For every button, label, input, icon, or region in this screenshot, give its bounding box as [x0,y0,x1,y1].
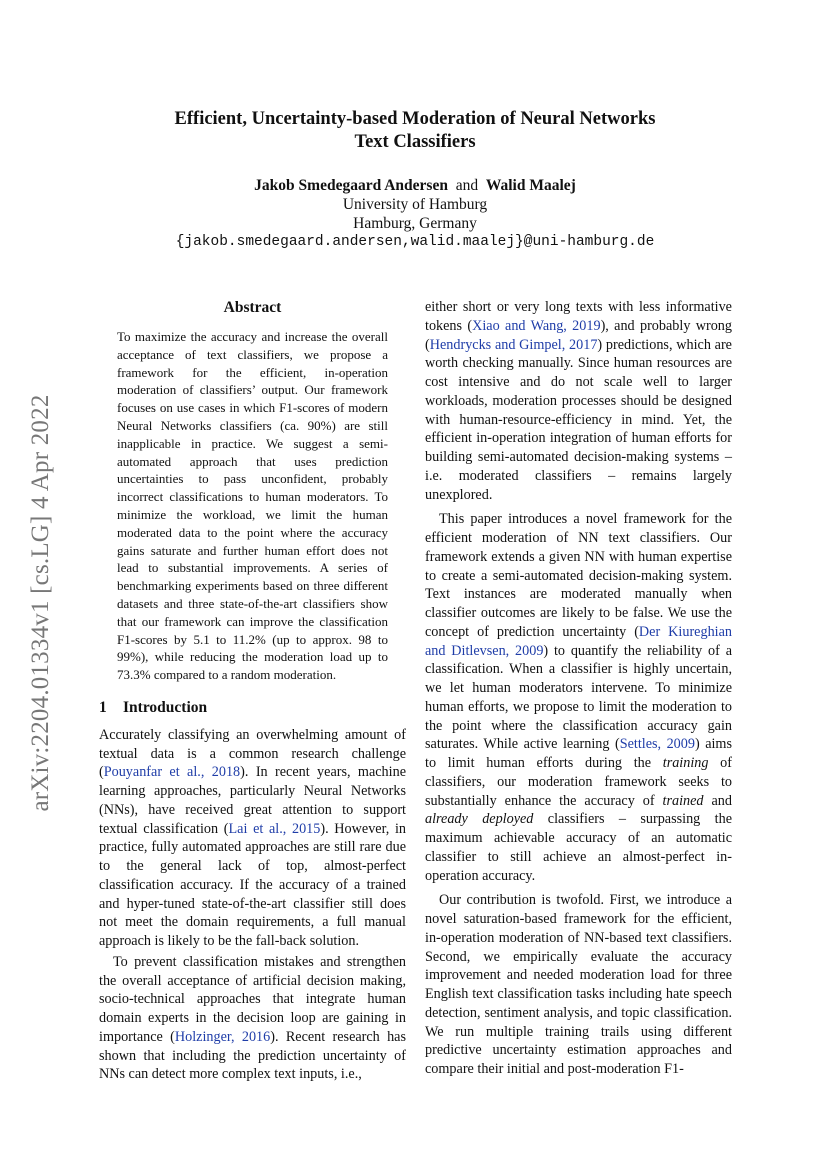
intro-paragraph-1 [99,726,406,951]
emphasis: already deployed [425,811,534,828]
text-run: ). However, in practice, fully automated approaches are still rare due to the general lack of top, almost-perfect classification accuracy. If the accuracy of a trained and hyper-tuned state-of-the-art classifier still does not meet the domain requirements, a full manual approach is likely to be the fall-back solution. [99,820,406,950]
left-column [99,298,406,1084]
author-1: Jakob Smedegaard Andersen [254,177,448,194]
abstract-text: To maximize the accuracy and increase the overall acceptance of text classifiers, we propose a framework for the efficient, in-operation moderation of classifiers’ output. Our framework focuses on use cases in which F1-scores of modern Neural Networks classifiers (ca. 90%) are still inapplicable in practice. We suggest a semi-automated approach that uses prediction uncertainties to pass unconfident, probably incorrect classifications to human moderators. To minimize the workload, we limit the human moderated data to the point where the accuracy gains saturate and further human effort does not lead to substantial improvements. A series of benchmarking experiments based on three different datasets and three state-of-the-art classifiers show that our framework can improve the classification F1-scores by 5.1 to 11.2% (up to approx. 98 to 99%), while reducing the moderation load up to 73.3% compared to a random moderation. [117,329,388,683]
intro-paragraph-3 [425,510,732,885]
text-run: ) to quantify the reliability of a classification. When a classifier is highly uncertain, we let human moderators intervene. To minimize human efforts, we propose to limit the moderation to the point where the classification accuracy gain saturates. While active learning ( [425,642,732,753]
text-run: ) predictions, which are worth checking manually. Since human resources are cost intensive and do not scale well to larger workloads, moderation processes should be designed with human-resource-efficiency in mind. Yet, the efficient in-operation integration of human efforts for building semi-automated decision-making systems – i.e. moderated classifiers – remains largely unexplored. [425,336,732,503]
text-run: ), and probably wrong ( [425,317,732,353]
citation-link[interactable]: Settles, 2009 [619,736,695,753]
author-names [100,176,730,195]
emphasis: training [662,755,709,771]
location: Hamburg, Germany [353,215,477,232]
citation-link[interactable]: Pouyanfar et al., 2018 [103,764,241,781]
text-run: To prevent classification mistakes and strengthen the overall acceptance of artificial decision making, socio-technical approaches that integrate human domain experts in the decision loop are gaining in importance ( [99,953,406,1045]
paper-title [100,108,730,154]
citation-link[interactable]: Holzinger, 2016 [174,1028,271,1045]
text-run: Accurately classifying an overwhelming amount of textual data is a common research challenge ( [99,726,406,781]
text-run: This paper introduces a novel framework for the efficient moderation of NN text classifiers. Our framework extends a given NN with human expertise to create a semi-automated decision-making system. Text instances are moderated manually when classifier outcomes are likely to be false. We use the concept of prediction uncertainty ( [425,511,732,640]
author-block [100,176,730,252]
text-run: ). Recent research has shown that including the prediction uncertainty of NNs can detect more complex text inputs, i.e., [99,1028,406,1083]
author-2: Walid Maalej [485,177,576,194]
author-conjunction: and [455,177,479,194]
arxiv-identifier [18,368,64,838]
paper-title-line-1: Efficient, Uncertainty-based Moderation of Neural Networks [174,109,656,129]
paper-title-line-2: Text Classifiers [354,132,476,152]
citation-link[interactable]: Lai et al., 2015 [228,820,321,837]
text-run: classifiers – surpassing the maximum achievable accuracy of an automatic classifier to still achieve an almost-perfect in-operation accuracy. [425,811,732,884]
text-run: and [703,792,732,809]
author-emails: {jakob.smedegaard.andersen,walid.maalej}@uni-hamburg.de [175,234,655,250]
citation-link[interactable]: Xiao and Wang, 2019 [472,317,601,334]
affiliation: University of Hamburg [342,196,488,213]
section-title: Introduction [123,698,208,716]
intro-paragraph-2 [99,953,406,1084]
citation-link[interactable]: Hendrycks and Gimpel, 2017 [429,336,598,353]
section-number: 1 [99,698,107,716]
section-heading-introduction [99,698,406,718]
emphasis: trained [662,792,704,809]
abstract-heading: Abstract [223,299,282,316]
text-run: either short or very long texts with less informative tokens ( [425,299,732,334]
arxiv-identifier-text: arXiv:2204.01334v1 [cs.LG] 4 Apr 2022 [27,394,54,812]
intro-paragraph-2-continued [425,298,732,504]
text-run: ). In recent years, machine learning approaches, particularly Neural Networks (NNs), have received great attention to support textual classification ( [99,764,406,837]
text-run: ) aims to limit human efforts during the [425,736,732,771]
text-run: of classifiers, our moderation framework seeks to substantially enhance the accuracy of [425,755,732,809]
intro-paragraph-4: Our contribution is twofold. First, we introduce a novel saturation-based framework for the efficient, in-operation moderation of NN-based text classifiers. Second, we empirically evaluate the accuracy improvement and needed moderation load for three English text classification tasks including hate speech detection, sentiment analysis, and topic classification. We run multiple training trails using different predictive uncertainty estimation approaches and compare their initial and post-moderation F1- [425,892,732,1077]
citation-link[interactable]: Der Kiureghian and Ditlevsen, 2009 [425,623,732,659]
right-column [425,298,732,1079]
